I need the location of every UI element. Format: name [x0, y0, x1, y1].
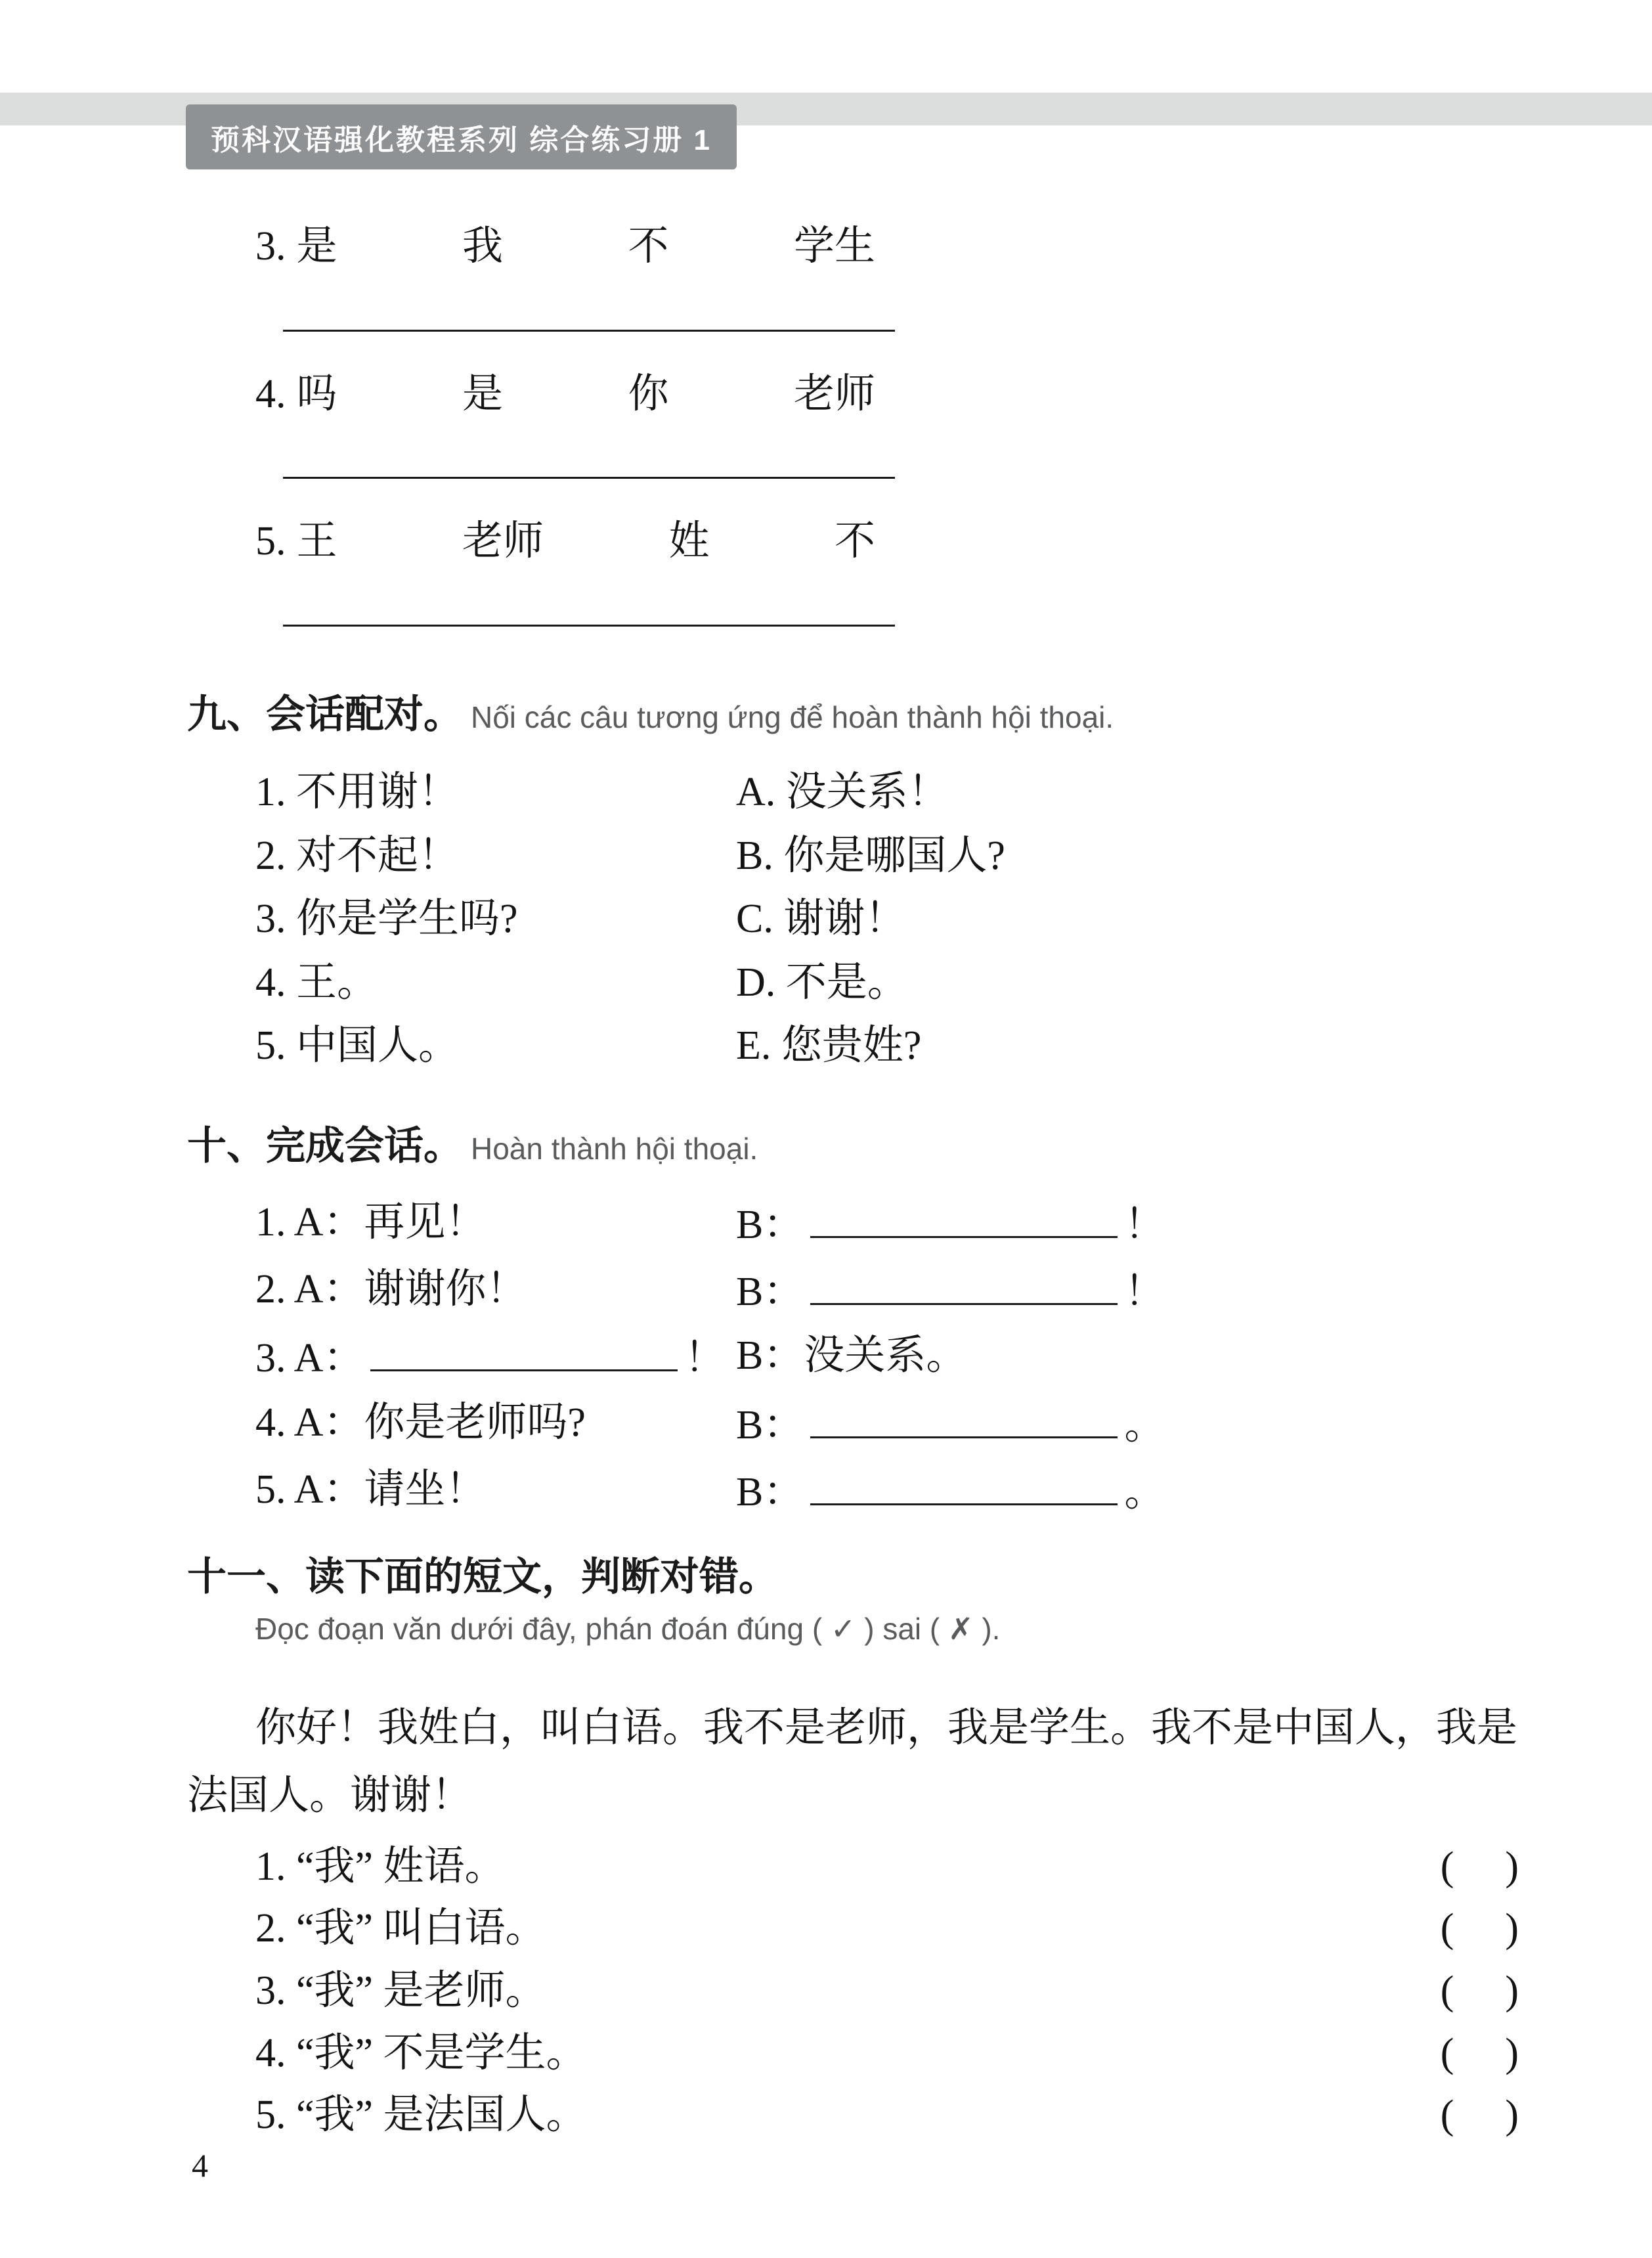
- answer-line: [283, 625, 895, 627]
- dialog-b: [736, 1465, 1165, 1518]
- dialog-b-punct: ！: [1124, 1269, 1165, 1314]
- dialog-a-text: 2. A：谢谢你！: [255, 1266, 527, 1312]
- dialog-row: [255, 1331, 1534, 1384]
- bracket-close: ): [1505, 1844, 1519, 1889]
- dialog-b: [736, 1265, 1165, 1317]
- bracket-open: (: [1440, 2092, 1454, 2138]
- matching-right-item: B. 你是哪国人?: [736, 833, 1005, 878]
- answer-blank: [370, 1331, 678, 1371]
- answer-blank: [810, 1265, 1118, 1305]
- dialog-row: [255, 1265, 1534, 1317]
- dialog-b-punct: ！: [1124, 1203, 1165, 1247]
- statement-text: 5. “我” 是法国人。: [255, 2092, 587, 2138]
- rearrange-words: [255, 517, 1534, 567]
- answer-brackets: [1441, 2029, 1519, 2079]
- matching-row: [255, 958, 1534, 1008]
- section-9-matching: [187, 690, 1534, 1071]
- item-number: 5.: [255, 519, 286, 564]
- matching-row: [255, 895, 1534, 944]
- answer-blank: [810, 1198, 1118, 1238]
- dialog-a-text: 1. A：再见！: [255, 1200, 487, 1245]
- item-number: 3.: [255, 224, 286, 269]
- answer-line: [283, 477, 895, 479]
- bracket-close: ): [1505, 2092, 1519, 2138]
- bracket-open: (: [1440, 2030, 1454, 2075]
- matching-row: [255, 1021, 1534, 1071]
- matching-left-item: 4. 王。: [255, 960, 378, 1005]
- rearrange-word-list: 是 我 不 学生: [296, 224, 876, 269]
- dialog-a: [255, 1331, 736, 1384]
- section-11-subtitle: Đọc đoạn văn dưới đây, phán đoán đúng ( ✓ ) sai ( ✗ ).: [255, 1612, 1001, 1647]
- dialog-row: [255, 1198, 1534, 1251]
- matching-right-item: A. 没关系！: [736, 769, 949, 814]
- bracket-close: ): [1505, 2030, 1519, 2075]
- section-11-header: [187, 1552, 1534, 1649]
- statement-text: 2. “我” 叫白语。: [255, 1906, 546, 1951]
- dialog-b-prefix: B：: [736, 1203, 804, 1247]
- matching-right-item: E. 您贵姓?: [736, 1023, 922, 1069]
- rearrange-words: [255, 370, 1534, 420]
- dialog-a-punct: ！: [684, 1336, 726, 1381]
- matching-right-item: C. 谢谢！: [736, 897, 906, 942]
- dialog-a-text: 4. A：你是老师吗?: [255, 1400, 586, 1445]
- reading-passage: 你好！我姓白，叫白语。我不是老师，我是学生。我不是中国人，我是法国人。谢谢！: [187, 1705, 1518, 1818]
- statement-text: 4. “我” 不是学生。: [255, 2030, 587, 2075]
- matching-right-item: D. 不是。: [736, 960, 908, 1005]
- matching-left-item: 5. 中国人。: [255, 1023, 460, 1069]
- statement-text: 3. “我” 是老师。: [255, 1968, 546, 2013]
- section-10-dialogs: [187, 1121, 1534, 1517]
- section-10-subtitle: Hoàn thành hội thoại.: [471, 1132, 758, 1166]
- dialog-row: [255, 1465, 1534, 1518]
- dialog-a-prefix: 3. A：: [255, 1336, 364, 1381]
- dialog-b-prefix: B：: [736, 1469, 804, 1515]
- statement-row: [187, 1842, 1534, 1892]
- bracket-open: (: [1440, 1968, 1454, 2013]
- bracket-close: ): [1505, 1906, 1519, 1951]
- page-number: 4: [192, 2147, 208, 2184]
- section-9-header: [187, 690, 1534, 739]
- bracket-open: (: [1440, 1906, 1454, 1951]
- dialog-a-text: 5. A：请坐！: [255, 1467, 487, 1512]
- answer-brackets: [1441, 1842, 1519, 1892]
- rearrange-item-3: [255, 222, 1534, 332]
- answer-blank: [810, 1465, 1118, 1505]
- matching-list: [255, 768, 1534, 1071]
- dialog-list: [255, 1198, 1534, 1517]
- section-10-header: [187, 1121, 1534, 1170]
- answer-brackets: [1441, 1904, 1519, 1954]
- dialog-b-prefix: B：: [736, 1269, 804, 1314]
- section-9-title: 九、会话配对。: [187, 692, 463, 736]
- header-badge: [186, 104, 737, 169]
- statement-row: [187, 2029, 1534, 2079]
- rearrange-item-4: [255, 370, 1534, 479]
- matching-row: [255, 831, 1534, 881]
- answer-line: [283, 330, 895, 332]
- statement-row: [187, 2091, 1534, 2140]
- statement-row: [187, 1904, 1534, 1954]
- rearrange-word-list: 吗 是 你 老师: [296, 371, 876, 416]
- section-11-title: 十一、读下面的短文，判断对错。: [187, 1555, 778, 1599]
- bracket-open: (: [1440, 1844, 1454, 1889]
- dialog-b-punct: 。: [1124, 1402, 1165, 1448]
- matching-left-item: 1. 不用谢！: [255, 769, 460, 814]
- dialog-b-prefix: B：: [736, 1402, 804, 1448]
- matching-row: [255, 768, 1534, 818]
- dialog-row: [255, 1398, 1534, 1451]
- dialog-b-punct: 。: [1124, 1469, 1165, 1515]
- section-11-reading: [187, 1552, 1534, 2140]
- rearrange-words: [255, 222, 1534, 272]
- bracket-close: ): [1505, 1968, 1519, 2013]
- section-10-title: 十、完成会话。: [187, 1124, 463, 1168]
- statement-text: 1. “我” 姓语。: [255, 1844, 506, 1889]
- rearrange-word-list: 王 老师 姓 不: [296, 519, 876, 564]
- rearrange-item-5: [255, 517, 1534, 627]
- section-9-subtitle: Nối các câu tương ứng để hoàn thành hội thoại.: [471, 699, 1114, 734]
- item-number: 4.: [255, 371, 286, 416]
- statement-row: [187, 1966, 1534, 2016]
- dialog-b-text: B：没关系。: [736, 1333, 967, 1379]
- answer-brackets: [1441, 1966, 1519, 2016]
- matching-left-item: 3. 你是学生吗?: [255, 897, 518, 942]
- page-content: [187, 222, 1534, 2140]
- dialog-b: [736, 1398, 1165, 1451]
- answer-brackets: [1441, 2091, 1519, 2140]
- statement-list: [187, 1842, 1534, 2140]
- dialog-b: [736, 1198, 1165, 1251]
- answer-blank: [810, 1398, 1118, 1438]
- header-badge-text: 预科汉语强化教程系列 综合练习册 1: [211, 123, 712, 156]
- matching-left-item: 2. 对不起！: [255, 833, 460, 878]
